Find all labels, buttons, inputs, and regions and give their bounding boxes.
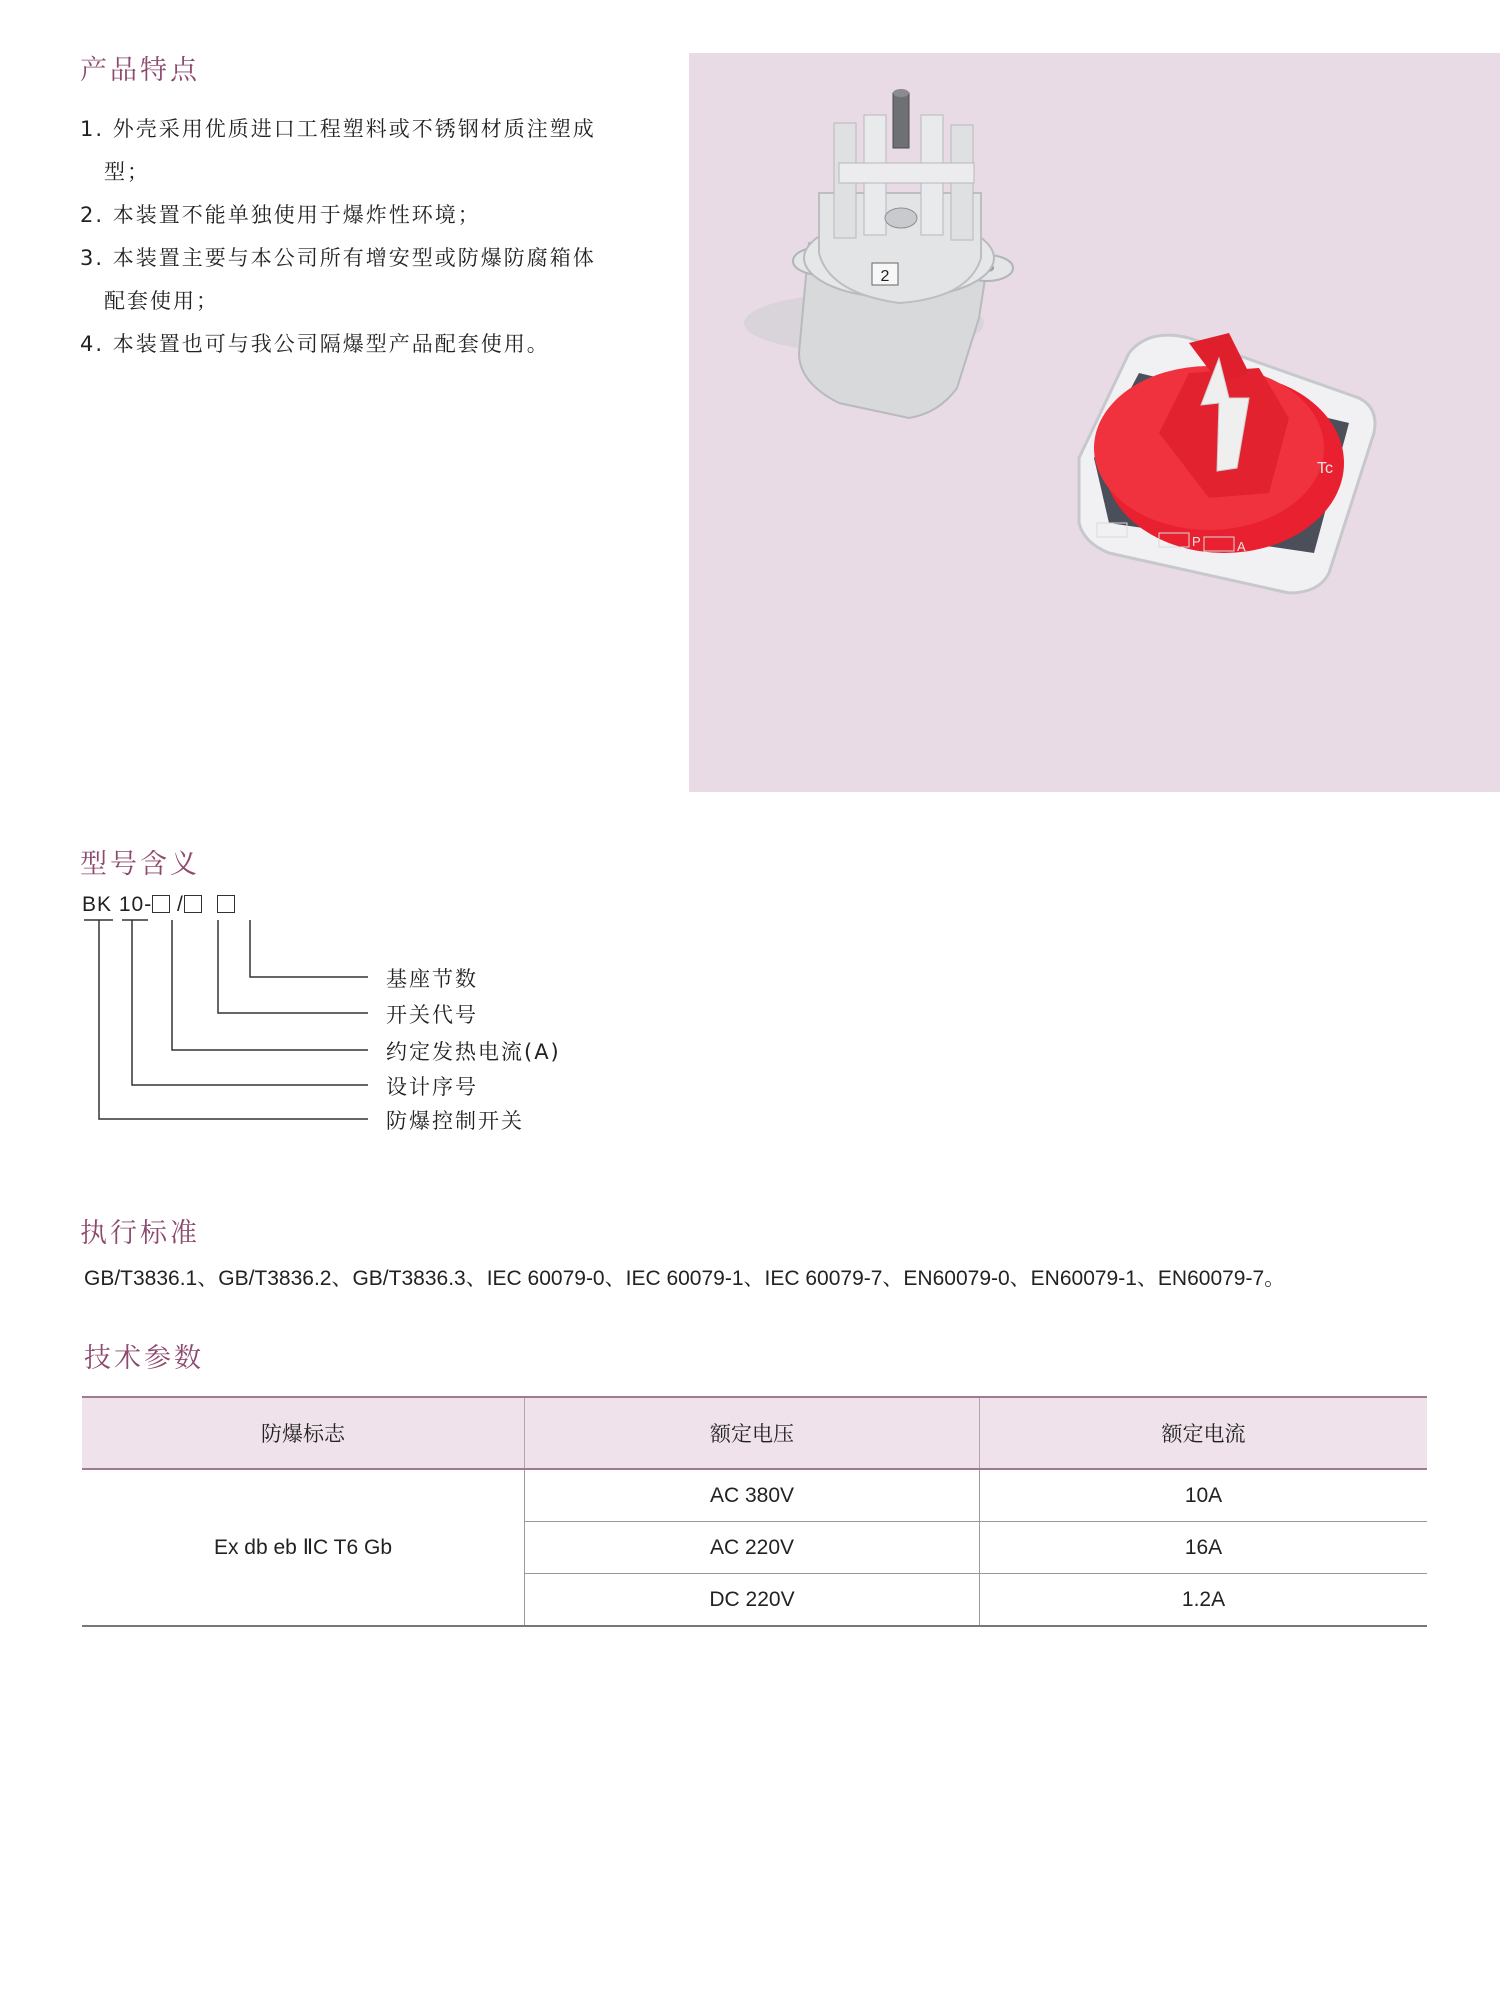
model-code [82,893,235,917]
switch-base-image [744,89,1013,418]
product-photo-panel [689,53,1500,792]
legend-design-no: 设计序号 [386,1075,478,1099]
legend-switch-type: 防爆控制开关 [386,1109,524,1133]
model-title: 型号含义 [80,849,200,880]
feature-item [80,323,640,366]
feature-item [80,237,640,323]
feature-item [80,194,640,237]
table-row [82,1469,1427,1522]
feature-item [80,108,640,194]
code-box-switch [184,895,202,913]
leader-line-current [172,920,368,1050]
header-ex-mark: 防爆标志 [82,1397,525,1469]
feature-item-text-cont: 型； [104,160,150,184]
code-box-sections [217,895,235,913]
product-photo [689,53,1500,792]
code-box-current [152,895,170,913]
knob-marking: Tc [1317,460,1333,477]
header-voltage: 额定电压 [525,1397,980,1469]
features-title: 产品特点 [80,55,200,86]
voltage-cell: AC 380V [525,1469,980,1522]
feature-item-text: 2. 本装置不能单独使用于爆炸性环境； [80,203,481,227]
current-cell: 10A [980,1469,1428,1522]
panel-label-p: P [1192,534,1201,549]
model-code-prefix: BK 10- [82,893,153,916]
standards-title: 执行标准 [80,1218,200,1249]
base-label: 2 [880,268,890,285]
voltage-cell: DC 220V [525,1574,980,1627]
feature-item-text: 3. 本装置主要与本公司所有增安型或防爆防腐箱体 [80,246,596,270]
feature-item-text: 4. 本装置也可与我公司隔爆型产品配套使用。 [80,332,550,356]
leader-line-design [132,920,368,1085]
legend-sections: 基座节数 [386,967,478,991]
leader-line-type [99,920,368,1119]
leader-line-sections [250,920,368,977]
feature-item-text: 1. 外壳采用优质进口工程塑料或不锈钢材质注塑成 [80,117,596,141]
model-code-sep: / [177,893,184,916]
header-current: 额定电流 [980,1397,1428,1469]
panel-label-a: A [1237,539,1246,554]
leader-line-switch [218,920,368,1013]
current-cell: 16A [980,1522,1428,1574]
standards-text: GB/T3836.1、GB/T3836.2、GB/T3836.3、IEC 60079-0、IEC 60079-1、IEC 60079-7、EN60079-0、EN60079-1、EN60079-7。 [84,1267,1286,1290]
ex-mark-cell: Ex db eb ⅡC T6 Gb [82,1469,525,1626]
features-list [80,108,640,366]
legend-current: 约定发热电流(A) [386,1040,561,1064]
table-header-row [82,1397,1427,1469]
params-table [82,1396,1427,1627]
feature-item-text-cont: 配套使用； [104,289,219,313]
params-title: 技术参数 [84,1343,204,1374]
rotary-knob-image [1079,333,1375,593]
voltage-cell: AC 220V [525,1522,980,1574]
current-cell: 1.2A [980,1574,1428,1627]
legend-switch-code: 开关代号 [386,1003,478,1027]
